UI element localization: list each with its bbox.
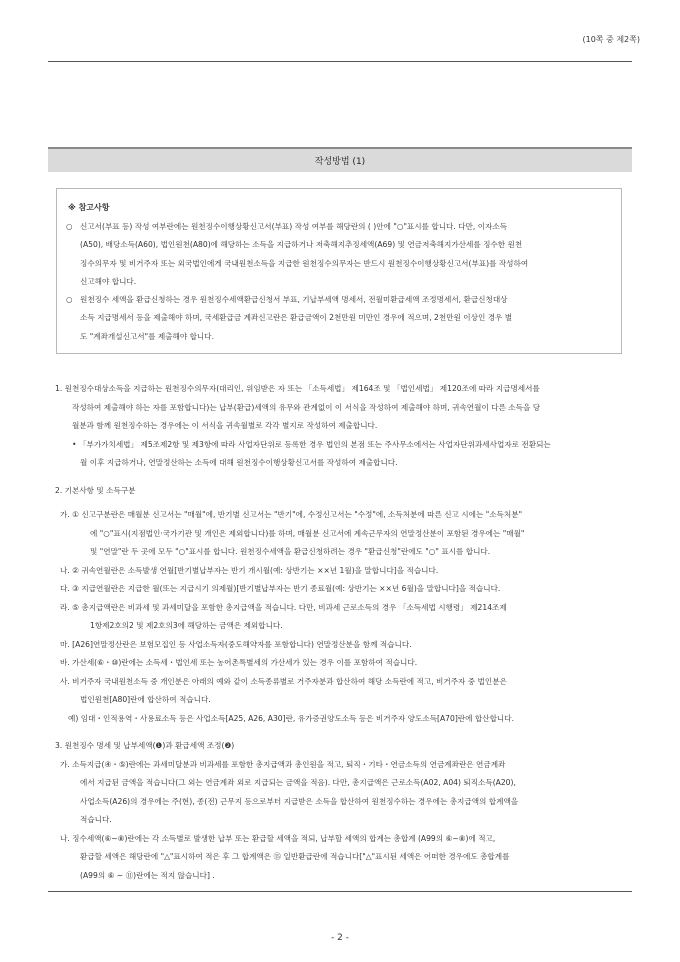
reference-line: 소득 지급명세서 등을 제출해야 하며, 국세환급금 계좌신고란은 환급금액이 2천만원 미만인 경우에 적으며, 2천만원 이상인 경우 별 xyxy=(80,313,513,323)
section-2-line: 바. 가산세(⑥・⑩)란에는 소득세・법인세 또는 농어촌특별세의 가산세가 있는 경우 이를 포함하여 적습니다. xyxy=(60,658,418,667)
section-2-line: 마. [A26]연말정산란은 보험모집인 등 사업소득자(중도해약자를 포함합니다) 연말정산분을 함께 적습니다. xyxy=(60,639,412,649)
section-3 xyxy=(48,737,638,885)
section-3-line: 환급할 세액은 해당란에 "△"표시하여 적은 후 그 합계액은 ⑮ 일반환급란에 적습니다["△"표시된 세액은 어떠한 경우에도 총합계를 xyxy=(80,852,510,861)
section-1-line: 월 이후 지급하거나, 연말정산하는 소득에 대해 원천징수이행상황신고서를 작성하여 제출합니다. xyxy=(80,458,398,467)
section-1 xyxy=(48,380,638,473)
section-1-bullet: • 「부가가치세법」 제5조제2항 및 제3항에 따라 사업자단위로 등록한 경우 법인의 본점 또는 주사무소에서는 사업자단위과세사업자로 전환되는 xyxy=(72,439,551,449)
reference-line: 신고해야 합니다. xyxy=(80,276,137,286)
reference-line: 원천징수 세액을 환급신청하는 경우 원천징수세액환급신청서 부표, 기납부세액 명세서, 전월미환급세액 조정명세서, 환급신청대상 xyxy=(80,295,508,305)
reference-item xyxy=(66,218,611,291)
section-3-line: 적습니다. xyxy=(80,815,112,824)
top-divider xyxy=(48,61,632,62)
section-2-line: 및 "연말"란 두 곳에 모두 "○"표시를 합니다. 원천징수세액을 환급신청하려는 경우 "환급신청"란에도 "○" 표시를 합니다. xyxy=(90,547,491,556)
reference-item xyxy=(66,291,611,346)
section-2-line: 라. ⑤ 총지급액란은 비과세 및 과세미달을 포함한 총지급액을 적습니다. 다만, 비과세 근로소득의 경우 「소득세법 시행령」 제214조제 xyxy=(60,602,507,612)
section-2-line: 1항제2호의2 및 제2호의3에 해당하는 금액은 제외합니다. xyxy=(90,621,283,630)
section-3-heading: 3. 원천징수 명세 및 납부세액(❶)과 환급세액 조정(❷) xyxy=(55,741,235,750)
section-2-line: 다. ③ 지급연월란은 지급한 월(또는 지급시기 의제월)[반기별납부자는 반기 종료월(예: 상반기는 ××년 6월)을 말합니다]을 적습니다. xyxy=(60,584,501,593)
reference-line: 징수의무자 및 비거주자 또는 외국법인에게 국내원천소득을 지급한 원천징수의무자는 반드시 원천징수이행상황신고서(부표)를 작성하여 xyxy=(80,258,529,268)
reference-line: (A50), 배당소득(A60), 법인원천(A80)에 해당하는 소득을 지급하거나 저축해지추징세액(A69) 및 연금저축해지가산세를 징수한 원천 xyxy=(80,240,523,250)
section-2-line: 법인원천[A80]란에 합산하여 적습니다. xyxy=(80,695,211,704)
reference-line: 도 "계좌개설신고서"를 제출해야 합니다. xyxy=(80,331,215,341)
section-3-line: 사업소득(A26)의 경우에는 주(현), 종(전) 근무지 등으로부터 지급받은 소득을 합산하여 원천징수하는 경우에는 총지급액의 합계액을 xyxy=(80,796,519,806)
section-2-example: 예) 임대・인적용역・사용료소득 등은 사업소득[A25, A26, A30]란, 유가증권양도소득 등은 비거주자 양도소득[A70]란에 합산합니다. xyxy=(68,713,514,723)
section-3-line: 에서 지급된 금액을 적습니다(그 외는 연금계좌 외로 지급되는 금액을 적음). 다만, 총지급액은 근로소득(A02, A04) 퇴직소득(A20), xyxy=(80,778,516,787)
bottom-divider xyxy=(48,891,632,892)
section-2 xyxy=(48,482,638,729)
reference-title: ※ 참고사항 xyxy=(68,203,110,212)
section-2-heading: 2. 기본사항 및 소득구분 xyxy=(55,485,136,495)
section-3-line: 나. 징수세액(⑥~⑧)란에는 각 소득별로 발생한 납부 또는 환급할 세액을 적되, 납부할 세액의 합계는 총합계 (A99의 ⑥~⑧)에 적고, xyxy=(60,833,496,843)
section-1-line: 1. 원천징수대상소득을 지급하는 원천징수의무자(대리인, 위임받은 자 또는 「소득세법」 제164조 및 「법인세법」 제120조에 따라 지급명세서를 xyxy=(55,384,540,393)
section-title-bar xyxy=(48,147,632,172)
section-1-line: 월분과 함께 원천징수하는 경우에는 이 서식을 귀속월별로 각각 별지로 작성하여 제출합니다. xyxy=(72,421,378,430)
page-number: - 2 - xyxy=(331,933,349,943)
page-counter: (10쪽 중 제2쪽) xyxy=(582,35,640,44)
circle-bullet-icon: ○ xyxy=(66,222,73,231)
section-2-line: 에 "○"표시(지점법인·국가기관 및 개인은 제외합니다)를 하며, 매월분 신고서에 계속근무자의 연말정산분이 포함된 경우에는 "매월" xyxy=(90,528,525,538)
reference-box xyxy=(56,188,622,354)
section-3-line: 가. 소득지급(④・⑤)란에는 과세미달분과 비과세를 포함한 총지급액과 총인원을 적고, 퇴직・기타・연금소득의 연금계좌란은 연금계좌 xyxy=(60,759,506,769)
section-2-line: 사. 비거주자 국내원천소득 중 개인분은 아래의 예와 같이 소득종류별로 거주자분과 합산하여 해당 소득란에 적고, 비거주자 중 법인분은 xyxy=(60,676,507,686)
instructions-body xyxy=(48,380,638,885)
section-3-line: (A99의 ⑥ ~ ⑪)란에는 적지 않습니다] . xyxy=(80,870,215,880)
circle-bullet-icon: ○ xyxy=(66,295,73,305)
section-title: 작성방법 (1) xyxy=(314,157,366,167)
section-1-line: 작성하여 제출해야 하는 자를 포함합니다)는 납부(환급)세액의 유무와 관계없이 이 서식을 작성하여 제출해야 하며, 귀속연월이 다른 소득을 당 xyxy=(72,402,541,412)
section-2-line: 나. ② 귀속연월란은 소득발생 연월[반기별납부자는 반기 개시월(예: 상반기는 ××년 1월)을 말합니다]을 적습니다. xyxy=(60,565,439,575)
reference-line: 신고서(부표 등) 작성 여부란에는 원천징수이행상황신고서(부표) 작성 여부를 해당란의 ( )안에 "○"표시를 합니다. 다만, 이자소득 xyxy=(80,222,508,231)
section-2-line: 가. ① 신고구분란은 매월분 신고서는 "매월"에, 반기별 신고서는 "반기"에, 수정신고서는 "수정"에, 소득처분에 따른 신고 시에는 "소득처분" xyxy=(60,510,523,519)
